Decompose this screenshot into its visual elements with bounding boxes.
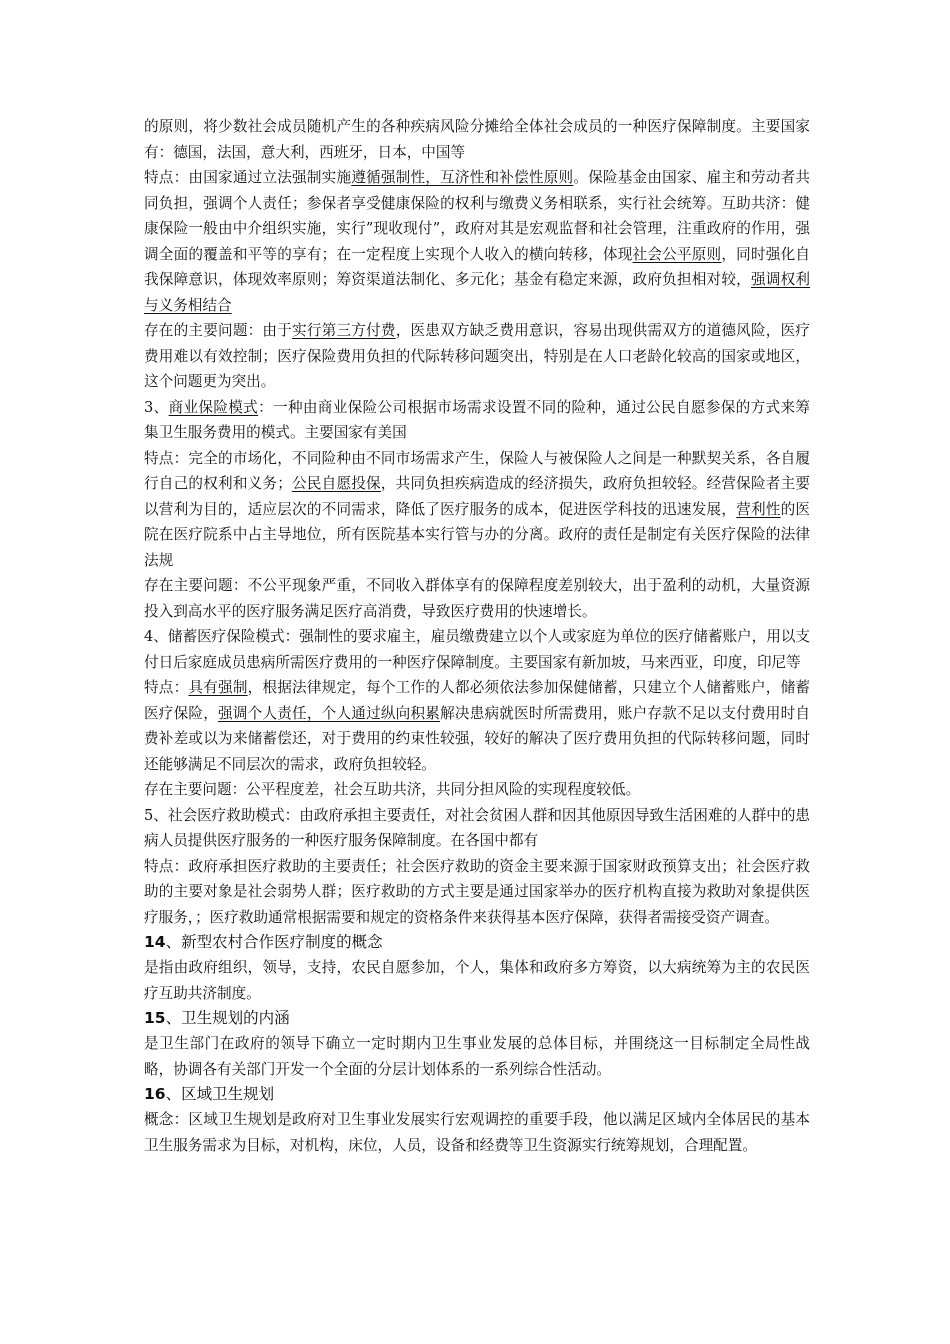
paragraph <box>144 854 810 931</box>
paragraph <box>144 1107 810 1158</box>
text-run: 存在的主要问题：由于 <box>144 322 293 339</box>
text-run: ：一种由商业保险公司根据市场需求设置不同的险种，通过公民自愿参保的方式来筹集卫生服务费用的模式。主要国家有美国 <box>144 398 810 441</box>
text-run: 3、 <box>144 398 169 416</box>
text-run: ，医患双方缺乏费用意识，容易出现供需双方的道德风险，医疗费用难以有效控制；医疗保险费用负担的代际转移问题突出，特别是在人口老龄化较高的国家或地区，这个问题更为突出。 <box>144 322 810 390</box>
text-run: 特点： <box>144 679 189 696</box>
text-run: 特点：完全的市场化，不同险种由不同市场需求产生，保险人与被保险人之间是一种默契关系，各自履行自己的权利和义务； <box>144 449 810 492</box>
text-run: ，共同负担疾病造成的经济损失，政府负担较轻。经营保险者主要以营利为目的，适应层次的不同需求，降低了医疗服务的成本，促进医学科技的迅速发展， <box>144 475 810 518</box>
section-title: 、卫生规划的内涵 <box>165 1009 290 1027</box>
underlined-text: 强调权利与义务相结合 <box>144 271 810 314</box>
section-number: 14 <box>144 933 166 951</box>
section-title: 、区域卫生规划 <box>165 1085 275 1103</box>
section-title: 、新型农村合作医疗制度的概念 <box>165 933 383 951</box>
underlined-text: 强调个人责任，个人通过纵向积累 <box>218 704 441 722</box>
paragraph <box>144 395 810 446</box>
underlined-text: 营利性 <box>736 500 781 518</box>
text-run: 4、储蓄医疗保险模式：强制性的要求雇主，雇员缴费建立以个人或家庭为单位的医疗储蓄账户，用以支付日后家庭成员患病所需医疗费用的一种医疗保障制度。主要国家有新加坡，马来西亚，印度，印尼等 <box>144 628 811 671</box>
paragraph <box>144 675 810 777</box>
paragraph <box>144 624 810 675</box>
text-run: 特点：由国家通过立法强制实施 <box>144 169 352 186</box>
document-page <box>144 114 810 1158</box>
section-heading <box>144 1006 810 1031</box>
section-number: 16 <box>144 1085 166 1103</box>
paragraph <box>144 165 810 318</box>
paragraph <box>144 318 810 395</box>
section-number: 15 <box>144 1009 166 1027</box>
text-run: 存在主要问题：不公平现象严重，不同收入群体享有的保障程度差别较大，出于盈利的动机，大量资源投入到高水平的医疗服务满足医疗高消费，导致医疗费用的快速增长。 <box>144 577 810 620</box>
text-run: ，同时强化自我保障意识，体现效率原则；筹资渠道法制化、多元化；基金有稳定来源，政府负担相对较， <box>144 245 810 288</box>
text-run: 5、社会医疗救助模式：由政府承担主要责任，对社会贫困人群和因其他原因导致生活困难的人群中的患病人员提供医疗服务的一种医疗服务保障制度。在各国中都有 <box>144 806 811 849</box>
text-run: 特点：政府承担医疗救助的主要责任；社会医疗救助的资金主要来源于国家财政预算支出；社会医疗救助的主要对象是社会弱势人群；医疗救助的方式主要是通过国家举办的医疗机构直接为救助对象提供医疗服务，；医疗救助通常根据需要和规定的资格条件来获得基本医疗保障，获得者需接受资产调查。 <box>144 857 810 926</box>
paragraph <box>144 114 810 165</box>
paragraph <box>144 446 810 574</box>
paragraph <box>144 955 810 1006</box>
text-run: 。保险基金由国家、雇主和劳动者共同负担，强调个人责任；参保者享受健康保险的权利与缴费义务相联系，实行社会统筹。互助共济：健康保险一般由中介组织实施，实行”现收现付”，政府对其是宏观监督和社会管理，注重政府的作用，强调全面的覆盖和平等的享有；在一定程度上实现个人收入的横向转移，体现 <box>144 169 810 263</box>
text-run: 的医院在医疗院系中占主导地位，所有医院基本实行管与办的分离。政府的责任是制定有关医疗保险的法律法规 <box>144 500 810 569</box>
text-run: 是指由政府组织，领导，支持，农民自愿参加，个人，集体和政府多方筹资，以大病统筹为主的农民医疗互助共济制度。 <box>144 959 810 1002</box>
paragraph <box>144 803 810 854</box>
text-run: 解决患病就医时所需费用，账户存款不足以支付费用时自费补差或以为来储蓄偿还，对于费用的约束性较强，较好的解决了医疗费用负担的代际转移问题，同时还能够满足不同层次的需求，政府负担较轻。 <box>144 704 810 773</box>
underlined-text: 具有强制 <box>188 679 248 696</box>
text-run: 概念：区域卫生规划是政府对卫生事业发展实行宏观调控的重要手段，他以满足区域内全体居民的基本卫生服务需求为目标，对机构，床位，人员，设备和经费等卫生资源实行统筹规划，合理配置。 <box>144 1111 810 1154</box>
underlined-text: 遵循强制性，互济性和补偿性原则 <box>351 169 574 186</box>
text-run: 的原则，将少数社会成员随机产生的各种疾病风险分摊给全体社会成员的一种医疗保障制度。主要国家有：德国，法国，意大利，西班牙，日本，中国等 <box>144 118 810 161</box>
underlined-text: 公民自愿投保 <box>291 475 381 492</box>
underlined-text: 社会公平原则 <box>632 245 722 263</box>
text-run: 是卫生部门在政府的领导下确立一定时期内卫生事业发展的总体目标，并围绕这一目标制定全局性战略，协调各有关部门开发一个全面的分层计划体系的一系列综合性活动。 <box>144 1035 810 1078</box>
underlined-text: 实行第三方付费 <box>292 322 396 339</box>
text-run: ，根据法律规定，每个工作的人都必须依法参加保健储蓄，只建立个人储蓄账户，储蓄医疗保险， <box>144 679 810 722</box>
paragraph <box>144 573 810 624</box>
paragraph <box>144 777 810 803</box>
underlined-text: 商业保险模式 <box>168 398 259 416</box>
section-heading <box>144 930 810 955</box>
paragraph <box>144 1031 810 1082</box>
text-run: 存在主要问题：公平程度差，社会互助共济，共同分担风险的实现程度较低。 <box>144 781 641 798</box>
section-heading <box>144 1082 810 1107</box>
